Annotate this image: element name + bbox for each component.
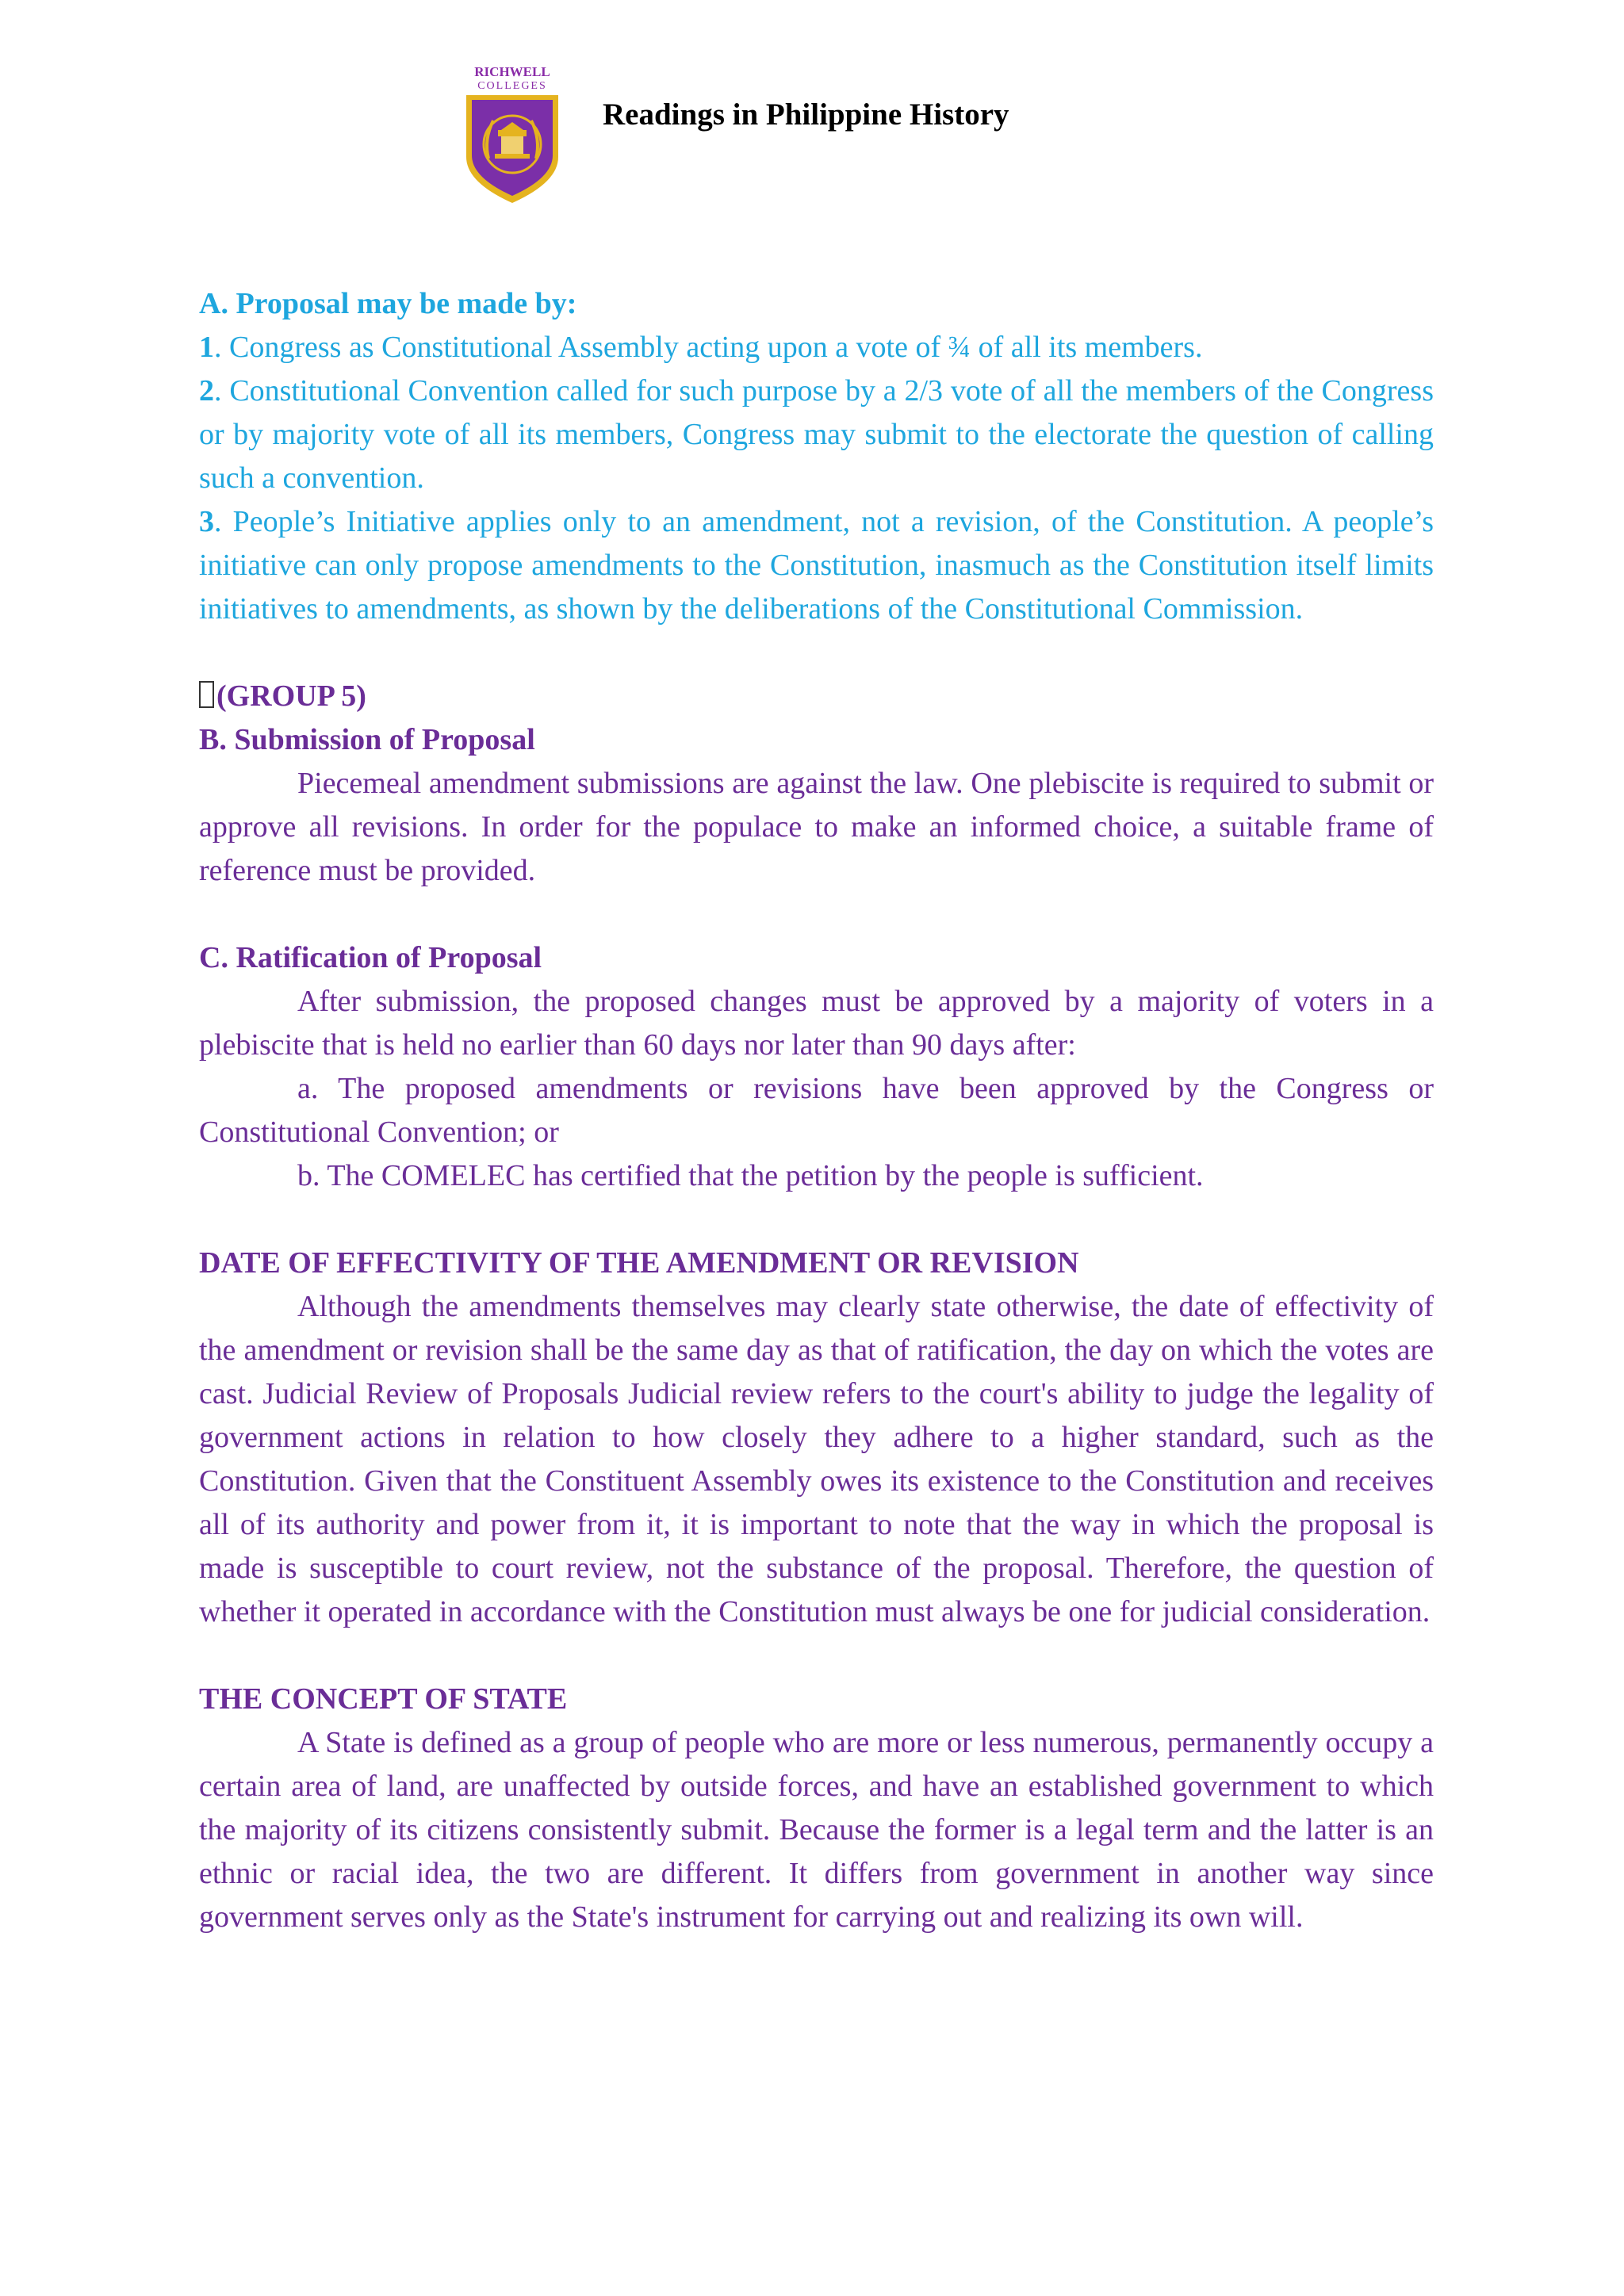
section-state-body: A State is defined as a group of people who are more or less numerous, permanently occupy a certain area of land, are unaffected by outside forces, and have an established government to which the majority of its citizens consistently submit. Because the former is a legal term and the latter is an ethnic or racial idea, the two are different. It differs from government in another way since government serves only as the State's instrument for carrying out and realizing its own will. [199,1726,1434,1934]
document-title: Readings in Philippine History [603,98,1009,132]
missing-glyph-icon [199,681,214,708]
section-a-item-3: 3. People’s Initiative applies only to an amendment, not a revision, of the Constitution. A people’s initiative can only propose amendments to the Constitution, inasmuch as the Constitution itself limits initiatives to amendments, as shown by the deliberations of the Constitutional Commission. [199,505,1434,626]
svg-text:RICHWELL: RICHWELL [474,64,550,79]
section-c-item-a: a. The proposed amendments or revisions have been approved by the Congress or Constitutional Convention; or [199,1072,1434,1149]
section-state-heading: THE CONCEPT OF STATE [199,1682,568,1716]
spacer [199,631,1434,675]
richwell-colleges-logo [460,63,565,206]
section-c-item-b: b. The COMELEC has certified that the petition by the people is sufficient. [297,1159,1204,1192]
section-a-item-1: 1. Congress as Constitutional Assembly acting upon a vote of ¾ of all its members. [199,331,1203,364]
section-c-body: After submission, the proposed changes must be approved by a majority of voters in a plebiscite that is held no earlier than 60 days nor later than 90 days after: [199,985,1434,1062]
section-a-item-2: 2. Constitutional Convention called for such purpose by a 2/3 vote of all the members of the Congress or by majority vote of all its members, Congress may submit to the electorate the question of calling such a convention. [199,374,1434,495]
spacer [199,893,1434,936]
section-date-heading: DATE OF EFFECTIVITY OF THE AMENDMENT OR REVISION [199,1246,1079,1280]
document-body [199,282,1434,1939]
section-c-heading: C. Ratification of Proposal [199,941,542,974]
section-b-body: Piecemeal amendment submissions are against the law. One plebiscite is required to submit or approve all revisions. In order for the populace to make an informed choice, a suitable frame of reference must be provided. [199,767,1434,887]
group-label: (GROUP 5) [199,675,1434,718]
section-date-body: Although the amendments themselves may clearly state otherwise, the date of effectivity of the amendment or revision shall be the same day as that of ratification, the day on which the votes are cast. Judicial Review of Proposals Judicial review refers to the court's ability to judge the legality of government actions in relation to how closely they adhere to a higher standard, such as the Constitution. Given that the Constituent Assembly owes its existence to the Constitution and receives all of its authority and power from it, it is important to note that the way in which the proposal is made is susceptible to court review, not the substance of the proposal. Therefore, the question of whether it operated in accordance with the Constitution must always be one for judicial consideration. [199,1290,1434,1628]
section-b-heading: B. Submission of Proposal [199,723,535,756]
page-header [460,63,1174,206]
svg-text:COLLEGES: COLLEGES [477,80,547,92]
section-a-heading: A. Proposal may be made by: [199,287,577,320]
spacer [199,1198,1434,1242]
spacer [199,1634,1434,1678]
